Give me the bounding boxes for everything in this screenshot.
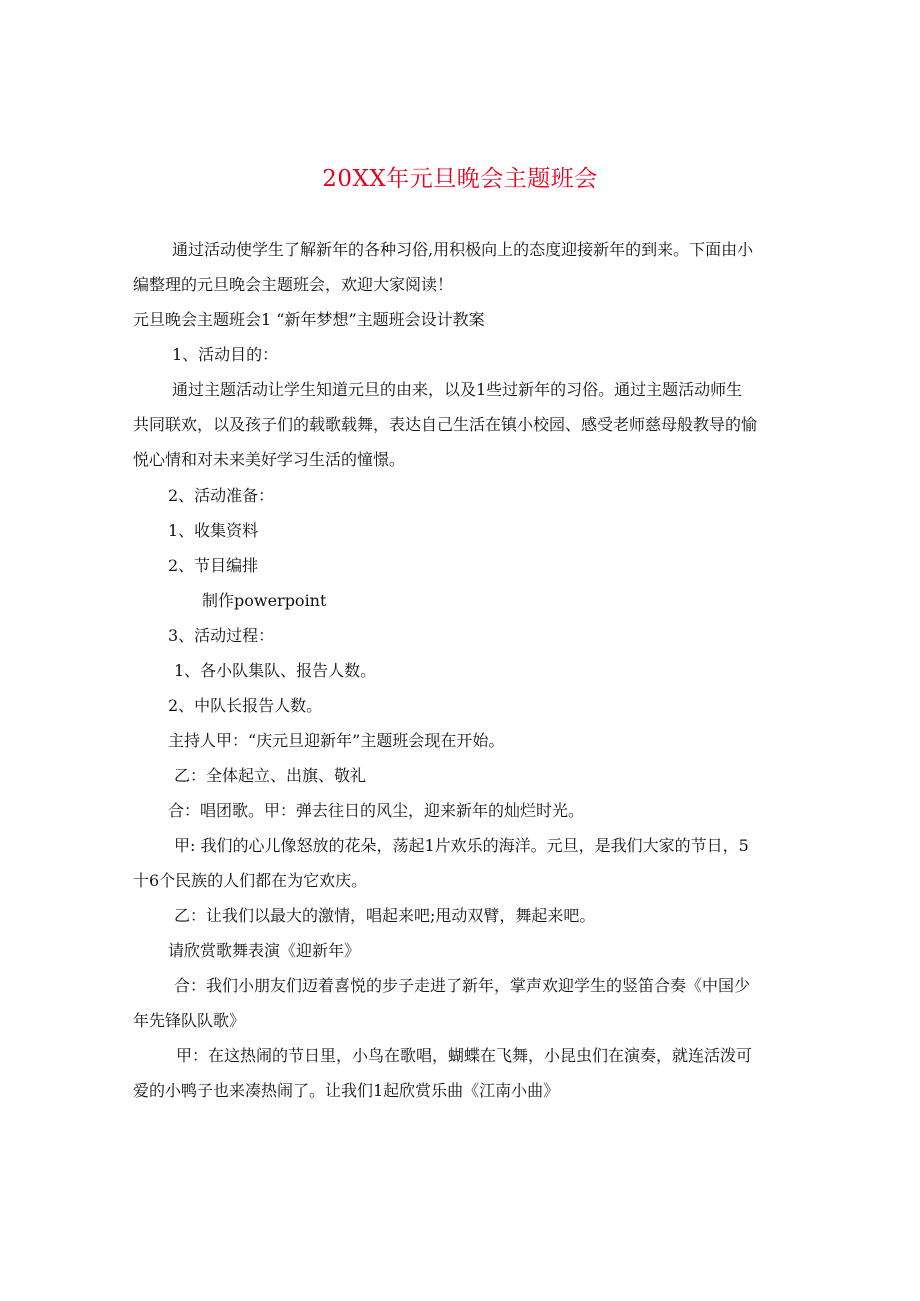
text-line: 共同联欢，以及孩子们的载歌载舞，表达自己生活在镇小校园、感受老师慈母般教导的愉 (133, 415, 758, 434)
text-line: 乙：全体起立、出旗、敬礼 (174, 766, 367, 785)
text-line: 元旦晚会主题班会1 “新年梦想”主题班会设计教案 (133, 310, 485, 329)
document-title: 20XX年元旦晚会主题班会 (322, 166, 598, 192)
text-line: 乙：让我们以最大的激情，唱起来吧;甩动双臂，舞起来吧。 (174, 906, 596, 925)
text-line: 十6个民族的人们都在为它欢庆。 (133, 871, 368, 890)
text-line: 通过活动使学生了解新年的各种习俗,用积极向上的态度迎接新年的到来。下面由小 (172, 240, 754, 259)
text-line: 1、活动目的： (172, 345, 279, 364)
text-line: 通过主题活动让学生知道元旦的由来，以及1些过新年的习俗。通过主题活动师生 (172, 380, 743, 399)
text-line: 2、节目编排 (168, 556, 259, 575)
text-line: 2、活动准备： (168, 486, 275, 505)
text-line: 1、收集资料 (168, 521, 259, 540)
text-line: 年先锋队队歌》 (133, 1011, 246, 1030)
text-line: 甲：在这热闹的节日里，小鸟在歌唱，蝴蝶在飞舞，小昆虫们在演奏，就连活泼可 (176, 1046, 753, 1065)
text-line: 制作powerpoint (202, 591, 327, 610)
text-line: 2、中队长报告人数。 (168, 696, 323, 715)
text-line: 合：我们小朋友们迈着喜悦的步子走进了新年，掌声欢迎学生的竖笛合奏《中国少 (174, 976, 751, 995)
text-line: 编整理的元旦晚会主题班会，欢迎大家阅读！ (133, 275, 454, 294)
text-line: 主持人甲：“庆元旦迎新年”主题班会现在开始。 (168, 731, 505, 750)
text-line: 爱的小鸭子也来凑热闹了。让我们1起欣赏乐曲《江南小曲》 (133, 1081, 560, 1100)
text-line: 悦心情和对未来美好学习生活的憧憬。 (133, 450, 406, 469)
text-line: 3、活动过程： (168, 626, 275, 645)
text-line: 1、各小队集队、报告人数。 (174, 661, 377, 680)
text-line: 合：唱团歌。甲：弹去往日的风尘，迎来新年的灿烂时光。 (168, 801, 585, 820)
text-line: 请欣赏歌舞表演《迎新年》 (168, 941, 361, 960)
text-line: 甲: 我们的心儿像怒放的花朵，荡起1片欢乐的海洋。元旦，是我们大家的节日，5 (174, 836, 749, 855)
